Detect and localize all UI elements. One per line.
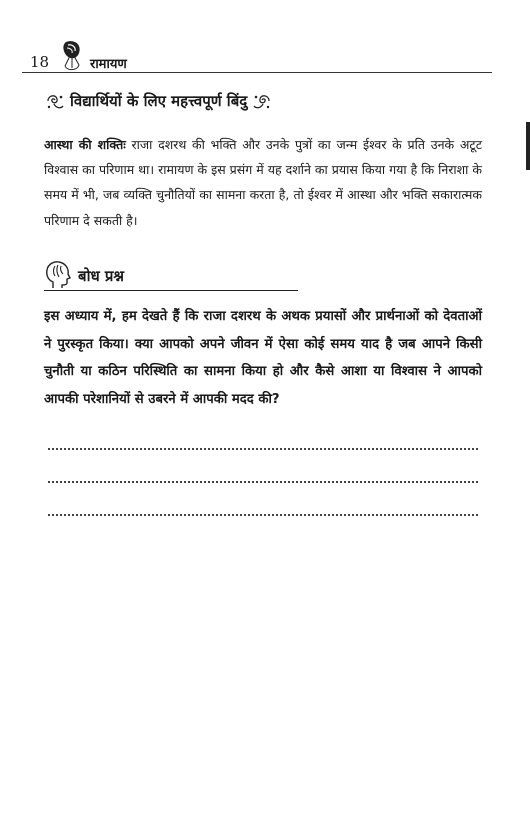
margin-marker	[526, 122, 530, 170]
paragraph-lead: आस्था की शक्तिः	[44, 137, 126, 152]
faith-paragraph	[44, 132, 482, 233]
paragraph-body: राजा दशरथ की भक्ति और उनके पुत्रों का जन्म ईश्वर के प्रति उनके अटूट विश्वास का परिणाम था। रामायण के इस प्रसंग में यह दर्शाने का प्रयास किया गया है कि निराशा के समय में भी, जब व्यक्ति चुनौतियों का सामना करता है, तो ईश्वर में आस्था और भक्ति सकारात्मक परिणाम दे सकती है।	[44, 137, 482, 228]
head-profile-icon	[44, 260, 72, 290]
page-number: 18	[30, 53, 50, 71]
ornament-flourish-icon	[251, 90, 273, 112]
answer-line[interactable]	[48, 514, 478, 516]
book-title: रामायण	[90, 57, 127, 72]
section-heading	[44, 90, 273, 112]
ornament-flourish-icon	[44, 90, 66, 112]
question-heading-rule	[44, 290, 298, 291]
question-heading-text: बोध प्रश्न	[78, 267, 125, 285]
answer-line[interactable]	[48, 448, 478, 450]
page-header	[22, 40, 492, 72]
section-heading-text: विद्यार्थियों के लिए महत्त्वपूर्ण बिंदु	[70, 92, 248, 110]
conch-shell-icon	[52, 40, 92, 72]
comprehension-question: इस अध्याय में, हम देखते हैं कि राजा दशरथ के अथक प्रयासों और प्रार्थनाओं को देवताओं ने पुरस्कृत किया। क्या आपको अपने जीवन में ऐसा कोई समय याद है जब आपने किसी चुनौती या कठिन परिस्थिति का सामना किया हो और कैसे आशा या विश्वास ने आपको आपकी परेशानियों से उबरने में आपकी मदद की?	[44, 309, 482, 407]
header-rule	[22, 72, 492, 73]
answer-line[interactable]	[48, 481, 478, 483]
question-heading	[44, 260, 304, 290]
